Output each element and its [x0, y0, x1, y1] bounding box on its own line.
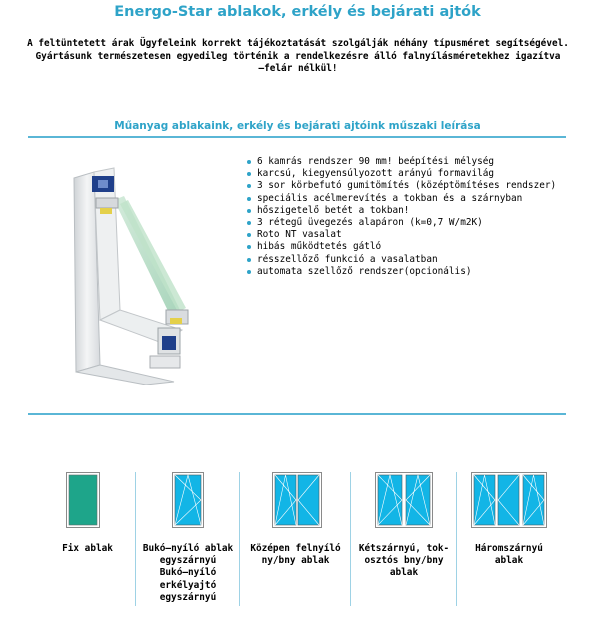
bullet-icon — [247, 184, 251, 188]
bullet-icon — [247, 233, 251, 237]
feature-item: hőszigetelő betét a tokban! — [247, 205, 556, 217]
triple-sash-window-icon — [471, 472, 547, 528]
bullet-icon — [247, 197, 251, 201]
bullet-icon — [247, 245, 251, 249]
feature-item: automata szellőző rendszer(opcionális) — [247, 266, 556, 278]
window-types-row — [40, 472, 560, 606]
double-sash-window-icon — [375, 472, 433, 528]
intro-line: –felár nélkül! — [258, 63, 338, 74]
feature-item: karcsú, kiegyensúlyozott arányú formavilág — [247, 168, 556, 180]
bullet-icon — [247, 172, 251, 176]
bullet-icon — [247, 221, 251, 225]
tilt-turn-window-icon — [172, 472, 204, 528]
bullet-icon — [247, 258, 251, 262]
window-type-fixed — [40, 472, 135, 606]
section-subtitle: Műanyag ablakaink, erkély és bejárati ajtóink műszaki leírása — [114, 120, 481, 132]
divider — [28, 413, 566, 415]
window-profile-image — [62, 160, 232, 385]
intro-line: Gyártásunk természetesen egyedileg történik a rendelkezésre álló falnyílásméretekhez igazítva — [35, 50, 561, 62]
bullet-icon — [247, 160, 251, 164]
bullet-icon — [247, 209, 251, 213]
feature-item: résszellőző funkció a vasalatban — [247, 254, 556, 266]
page-title: Energo-Star ablakok, erkély és bejárati ajtók — [114, 4, 481, 20]
feature-item: 3 rétegű üvegezés alapáron (k=0,7 W/m2K) — [247, 217, 556, 229]
feature-item: Roto NT vasalat — [247, 229, 556, 241]
window-type-tilt-turn — [135, 472, 240, 606]
feature-item: speciális acélmerevítés a tokban és a szárnyban — [247, 193, 556, 205]
feature-item: 6 kamrás rendszer 90 mm! beépítési mélység — [247, 156, 556, 168]
window-type-label: Fix ablak — [62, 543, 113, 554]
window-type-label: Középen felnyíló ny/bny ablak — [250, 543, 341, 567]
window-type-label: Kétszárnyú, tok- osztós bny/bny ablak — [358, 543, 450, 579]
intro-line: A feltüntetett árak Ügyfeleink korrekt tájékoztatását szolgálják néhány típusméret segítségével. — [27, 38, 569, 49]
window-type-center-opening — [239, 472, 351, 606]
center-opening-window-icon — [272, 472, 322, 528]
window-type-double-sash — [350, 472, 457, 606]
feature-list — [247, 156, 556, 278]
window-type-label: Bukó–nyíló ablak egyszárnyú Bukó–nyíló erkélyajtó egyszárnyú — [142, 543, 234, 603]
divider — [28, 136, 566, 138]
window-type-triple-sash — [456, 472, 561, 606]
bullet-icon — [247, 270, 251, 274]
window-type-label: Háromszárnyú ablak — [475, 543, 543, 567]
intro-text — [24, 38, 572, 76]
feature-item: hibás működtetés gátló — [247, 241, 556, 253]
fixed-window-icon — [66, 472, 100, 528]
feature-item: 3 sor körbefutó gumitömítés (középtömítéses rendszer) — [247, 180, 556, 192]
